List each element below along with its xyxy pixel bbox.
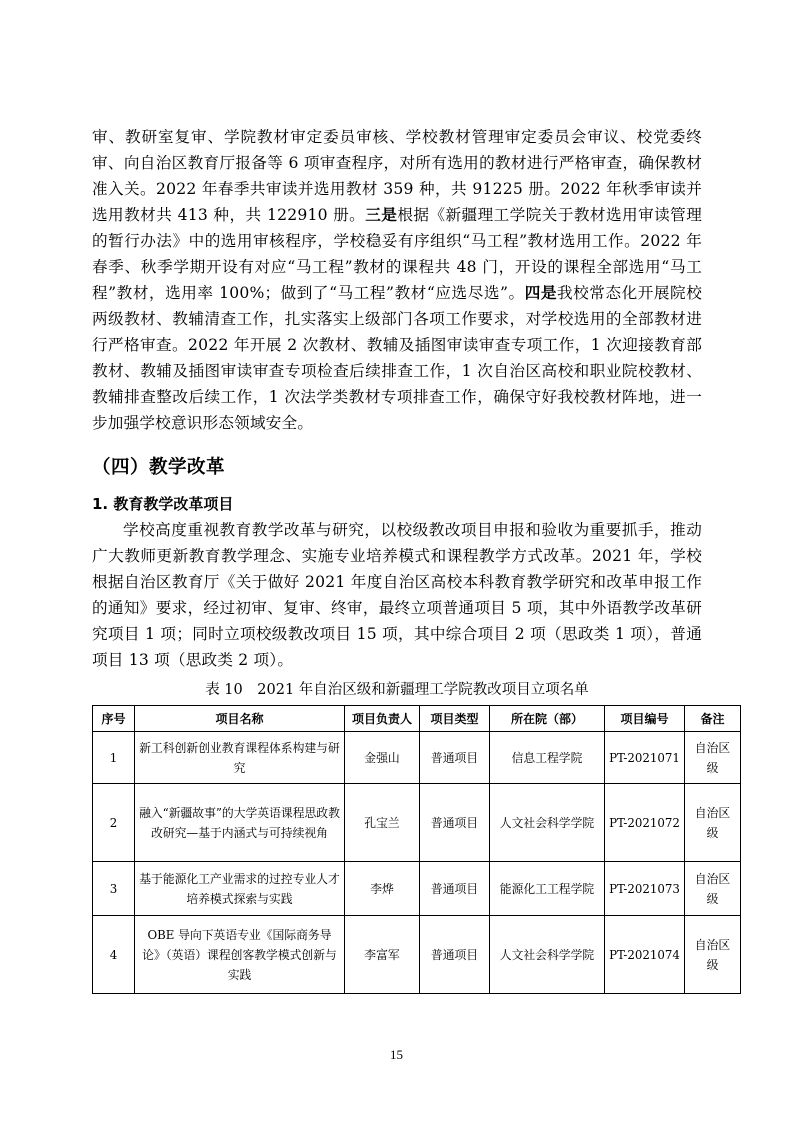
cell-note: 自治区级: [685, 862, 741, 916]
cell-leader: 孔宝兰: [345, 784, 420, 862]
cell-index: 2: [93, 784, 135, 862]
cell-type: 普通项目: [420, 862, 490, 916]
cell-department: 信息工程学院: [490, 732, 605, 784]
col-header-type: 项目类型: [420, 706, 490, 732]
cell-index: 3: [93, 862, 135, 916]
col-header-project-name: 项目名称: [135, 706, 345, 732]
cell-department: 人文社会科学学院: [490, 784, 605, 862]
col-header-note: 备注: [685, 706, 741, 732]
cell-code: PT-2021073: [605, 862, 685, 916]
body-paragraph: 学校高度重视教育教学改革与研究，以校级教改项目申报和验收为重要抓手，推动广大教师更新教育教学理念、实施专业培养模式和课程教学方式改革。2021 年，学校根据自治区教育厅《关于做好 2021 年度自治区高校本科教育教学研究和改革申报工作的通知》要求，经过初审、复审、终审，最终立项普通项目 5 项，其中外语教学改革研究项目 1 项；同时立项校级教改项目 15 项，其中综合项目 2 项（思政类 1 项），普通项目 13 项（思政类 2 项）。: [92, 521, 702, 669]
cell-index: 1: [93, 732, 135, 784]
table-caption: 表 10 2021 年自治区级和新疆理工学院教改项目立项名单: [205, 682, 589, 698]
cell-code: PT-2021074: [605, 916, 685, 994]
section-heading: （四）教学改革: [92, 457, 226, 478]
cell-note: 自治区级: [685, 916, 741, 994]
table-row: [93, 916, 741, 994]
subsection-heading: 1. 教育教学改革项目: [92, 495, 234, 513]
cell-project-name: 融入“新疆故事”的大学英语课程思政教改研究—基于内涵式与可持续视角: [135, 784, 345, 862]
table-row: [93, 862, 741, 916]
cell-code: PT-2021072: [605, 784, 685, 862]
cell-project-name: OBE 导向下英语专业《国际商务导论》（英语）课程创客教学模式创新与实践: [135, 916, 345, 994]
cell-leader: 金强山: [345, 732, 420, 784]
table-header-row: [93, 706, 741, 732]
cell-note: 自治区级: [685, 784, 741, 862]
para-segment: 我校常态化开展院校两级教材、教辅清查工作，扎实落实上级部门各项工作要求，对学校选用的全部教材进行严格审查。2022 年开展 2 次教材、教辅及插图审读审查专项工作，1 次迎接教育部教材、教辅及插图审读审查专项检查后续排查工作，1 次自治区高校和职业院校教材、教辅排查整改后续工作，1 次法学类教材专项排查工作，确保守好我校教材阵地，进一步加强学校意识形态领域安全。: [92, 284, 702, 432]
para-segment: 根据《新疆理工学院关于教材选用审读管理的暂行办法》中的选用审核程序，学校稳妥有序组织“马工程”教材选用工作。2022 年春季、秋季学期开设有对应“马工程”教材的课程共 48 门，开设的课程全部选用“马工程”教材，选用率 100%；做到了“马工程”教材“应选尽选”。: [92, 206, 703, 302]
para-emphasis-4: 四是: [524, 283, 557, 302]
para-emphasis-3: 三是: [365, 205, 398, 224]
col-header-code: 项目编号: [605, 706, 685, 732]
body-paragraph-continued: [92, 124, 702, 436]
cell-leader: 李富军: [345, 916, 420, 994]
cell-type: 普通项目: [420, 784, 490, 862]
table-row: [93, 732, 741, 784]
cell-index: 4: [93, 916, 135, 994]
cell-type: 普通项目: [420, 916, 490, 994]
col-header-department: 所在院（部）: [490, 706, 605, 732]
para-segment: 审、教研室复审、学院教材审定委员审核、学校教材管理审定委员会审议、校党委终审、向自治区教育厅报备等 6 项审查程序，对所有选用的教材进行严格审查，确保教材准入关。2022 年春季共审读并选用教材 359 种，共 91225 册。2022 年秋季审读并选用教材共 413 种，共 122910 册。: [92, 128, 702, 224]
cell-project-name: 新工科创新创业教育课程体系构建与研究: [135, 732, 345, 784]
table-row: [93, 784, 741, 862]
cell-department: 能源化工工程学院: [490, 862, 605, 916]
cell-leader: 李烨: [345, 862, 420, 916]
cell-code: PT-2021071: [605, 732, 685, 784]
cell-department: 人文社会科学学院: [490, 916, 605, 994]
page-number: 15: [390, 1047, 403, 1062]
project-table: [92, 705, 741, 994]
cell-note: 自治区级: [685, 732, 741, 784]
cell-type: 普通项目: [420, 732, 490, 784]
cell-project-name: 基于能源化工产业需求的过控专业人才培养模式探索与实践: [135, 862, 345, 916]
col-header-leader: 项目负责人: [345, 706, 420, 732]
col-header-index: 序号: [93, 706, 135, 732]
